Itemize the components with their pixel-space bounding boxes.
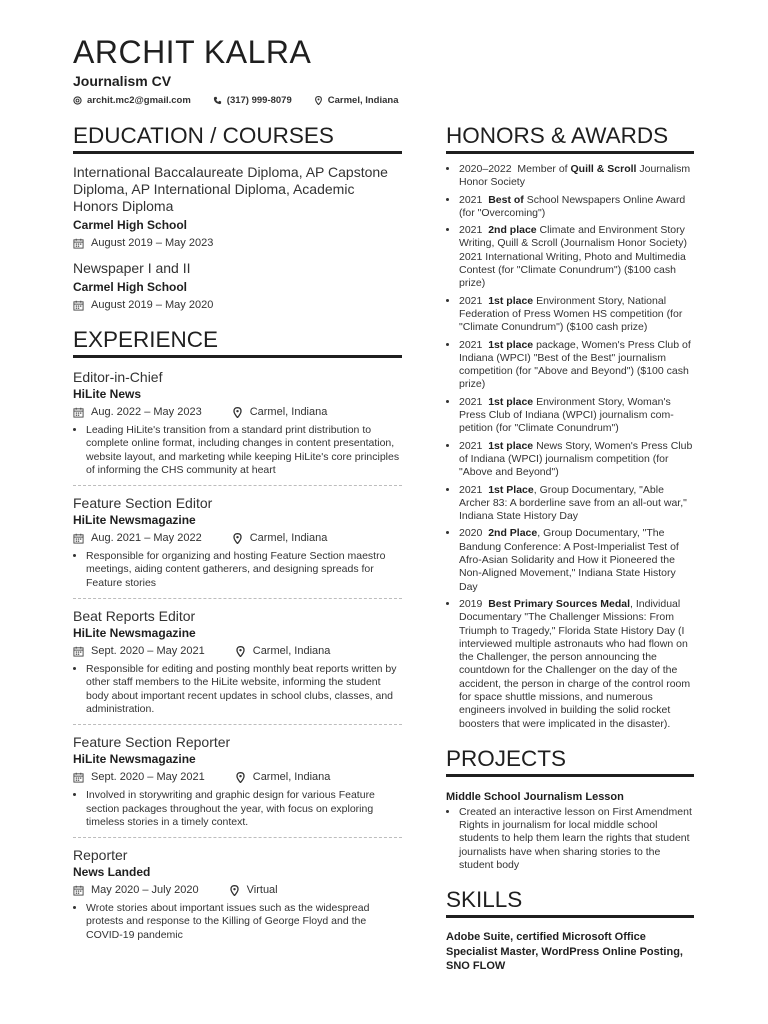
- experience-section: [73, 326, 402, 950]
- job-bullets: [73, 902, 402, 942]
- calendar-icon: [73, 533, 84, 544]
- job-title: Reporter: [73, 847, 128, 864]
- award-item: [459, 194, 694, 221]
- phone-text: (317) 999-8079: [226, 95, 292, 106]
- award-year: 2021: [459, 193, 483, 206]
- skills-section: [446, 886, 694, 974]
- award-text: Climate and Environment Story Writing, Quill & Scroll (Journalism Honor Society) 2021 International Writing, Photo and Multimedia Contest (for "Climate Conundrum") ($100 cash prize): [459, 224, 687, 290]
- award-text: School Newspapers Online Award (for "Overcoming"): [459, 193, 686, 219]
- award-item: [459, 527, 694, 593]
- map-pin-icon: [229, 885, 240, 896]
- award-text: Journalism Honor Society: [459, 163, 691, 189]
- map-pin-icon: [314, 96, 323, 105]
- award-year: 2021: [459, 395, 483, 408]
- contact-info: [73, 95, 399, 106]
- job-date: [73, 531, 202, 545]
- map-pin-icon: [235, 772, 246, 783]
- job-bullet: • Leading HiLite's transition from a standard print distribution to complete online format, including changes in content presentation, website layout, and marketing while keeping HiLite's core principles of informing the CHS community at heart: [86, 424, 402, 477]
- date-text: Sept. 2020 – May 2021: [91, 771, 205, 784]
- award-item: [459, 339, 694, 392]
- job-bullet: • Involved in storywriting and graphic design for various Feature section packages throughout the year, with focus on exploring timeless stories in a timely context.: [86, 789, 402, 829]
- date-text: August 2019 – May 2020: [91, 299, 214, 311]
- job-location: [232, 405, 328, 419]
- contact-phone[interactable]: [213, 95, 292, 106]
- award-year: 2021: [459, 224, 483, 237]
- project-bullet: • Created an interactive lesson on First Amendment Rights in journalism for local middle school students to help them learn the rights that student journalists have when sharing stories to the student body: [459, 806, 694, 872]
- job-meta: [73, 883, 402, 897]
- location-text: Carmel, Indiana: [252, 771, 331, 784]
- project-bullets: [446, 806, 694, 872]
- section-title-education: EDUCATION / COURSES: [73, 122, 402, 154]
- education-item: [73, 260, 402, 312]
- calendar-icon: [73, 407, 84, 418]
- job-bullets: [73, 663, 402, 716]
- section-title-projects: PROJECTS: [446, 745, 694, 777]
- candidate-name: ARCHIT KALRA: [73, 34, 312, 70]
- location-text: Carmel, Indiana: [249, 406, 328, 418]
- section-title-experience: EXPERIENCE: [73, 326, 402, 358]
- education-school: Carmel High School: [73, 218, 188, 232]
- email-text: archit.mc2@gmail.com: [87, 95, 191, 106]
- award-text: , Group Documentary, "The Bandung Conference: A Post-Imperialist Test of Afro-Asian Solidarity and How it Pioneered the Non-Aligned Movement," Indiana State History Day: [459, 527, 679, 593]
- education-school: Carmel High School: [73, 280, 188, 294]
- award-item: [459, 163, 694, 190]
- experience-item: [73, 846, 402, 950]
- award-text: Environment Story, Woman's Press Club of Indiana (WPCI) journalism competition (for "Climate Conundrum"): [459, 395, 674, 435]
- award-highlight: Quill & Scroll: [570, 163, 637, 175]
- award-year: 2021: [459, 483, 483, 496]
- job-org: HiLite News: [73, 387, 142, 401]
- map-pin-icon: [235, 646, 246, 657]
- job-title: Feature Section Reporter: [73, 734, 231, 751]
- awards-list: [446, 163, 694, 731]
- job-bullets: [73, 789, 402, 829]
- award-text: News Story, Women's Press Club of Indiana (WPCI) journalism competition (for "Above and Beyond"): [459, 439, 693, 479]
- experience-item: [73, 733, 402, 838]
- education-date: [73, 298, 213, 312]
- cv-subtitle: Journalism CV: [73, 73, 172, 89]
- award-year: 2019: [459, 597, 483, 610]
- education-title: Newspaper I and II: [73, 260, 191, 276]
- date-text: Aug. 2021 – May 2022: [91, 532, 202, 545]
- award-text: , Individual Documentary "The Challenger Missions: From Triumph to Tragedy," Florida State History Day (I interviewed multiple astronauts who had flown on the Challenger, the person announcing the countdown for the Challenger on the day of the accident, the person in charge of the control room for space shuttle missions, and numerous engineers involved in building the solid rocket boosters that were implicated in the disaster).: [459, 597, 691, 730]
- job-location: [235, 770, 331, 784]
- skills-text: Adobe Suite, certified Microsoft Office Specialist Master, WordPress Online Posting, SNO FLOW: [446, 931, 683, 973]
- job-meta: [73, 405, 402, 419]
- education-title: International Baccalaureate Diploma, AP Capstone Diploma, AP International Diploma, Academic Honors Diploma: [73, 164, 388, 214]
- award-highlight: 1st place: [488, 338, 534, 351]
- date-text: August 2019 – May 2023: [91, 237, 214, 249]
- left-column: [73, 122, 402, 958]
- calendar-icon: [73, 885, 84, 896]
- award-year: 2020–2022: [459, 163, 512, 175]
- job-bullet: • Wrote stories about important issues such as the widespread protests and response to the Killing of George Floyd and the COVID-19 pandemic: [86, 902, 402, 942]
- date-text: Aug. 2022 – May 2023: [91, 406, 202, 418]
- job-org: HiLite Newsmagazine: [73, 513, 196, 528]
- award-text: Environment Story, National Federation of Press Women HS competition (for "Climate Conundrum") ($100 cash prize): [459, 294, 683, 334]
- job-org: HiLite Newsmagazine: [73, 626, 196, 641]
- job-date: [73, 770, 205, 784]
- job-bullet: • Responsible for editing and posting monthly beat reports written by other staff members to the HiLite website, informing the student body about important recent updates in school clubs, classes, and administration.: [86, 663, 402, 716]
- map-pin-icon: [232, 533, 243, 544]
- calendar-icon: [73, 772, 84, 783]
- award-year: 2021: [459, 294, 483, 307]
- project-title: Middle School Journalism Lesson: [446, 790, 624, 803]
- job-title: Editor-in-Chief: [73, 369, 163, 385]
- award-text: package, Women's Press Club of Indiana (WPCI) "Best of the Best" journalism competition (for "Above and Beyond") ($100 cash prize): [459, 338, 691, 391]
- job-date: [73, 883, 199, 897]
- award-text: , Group Documentary, "Able Archer 83: A borderline save from an all-out war," Indiana State History Day: [459, 483, 687, 523]
- job-bullets: [73, 424, 402, 477]
- award-year: 2021: [459, 439, 483, 452]
- award-year: 2021: [459, 338, 483, 351]
- award-highlight: 1st place: [488, 395, 534, 408]
- award-highlight: 1st place: [488, 439, 534, 452]
- job-location: [232, 531, 328, 545]
- calendar-icon: [73, 646, 84, 657]
- projects-section: [446, 745, 694, 872]
- map-pin-icon: [232, 407, 243, 418]
- at-icon: [73, 96, 82, 105]
- experience-item: [73, 368, 402, 486]
- job-org: HiLite Newsmagazine: [73, 752, 196, 767]
- section-title-skills: SKILLS: [446, 886, 694, 918]
- contact-location: [314, 95, 399, 106]
- award-highlight: 1st Place: [488, 483, 534, 496]
- location-text: Virtual: [246, 884, 278, 897]
- award-item: [459, 440, 694, 480]
- award-item: [459, 295, 694, 335]
- education-section: [73, 122, 402, 312]
- experience-item: [73, 607, 402, 725]
- award-highlight: Best of: [488, 193, 524, 206]
- award-highlight: 2nd place: [488, 224, 537, 237]
- award-item: [459, 484, 694, 524]
- section-title-honors: HONORS & AWARDS: [446, 122, 694, 154]
- date-text: Sept. 2020 – May 2021: [91, 645, 205, 658]
- location-text: Carmel, Indiana: [249, 532, 328, 545]
- location-text: Carmel, Indiana: [252, 645, 331, 658]
- job-date: [73, 405, 202, 419]
- job-bullet: • Responsible for organizing and hosting Feature Section maestro meetings, aiding content gatherers, and designing spreads for Feature stories: [86, 550, 402, 590]
- job-meta: [73, 531, 402, 545]
- award-highlight: Best Primary Sources Medal: [488, 597, 631, 610]
- job-title: Beat Reports Editor: [73, 608, 196, 625]
- award-item: [459, 598, 694, 731]
- education-meta: [73, 236, 402, 250]
- job-date: [73, 644, 205, 658]
- calendar-icon: [73, 300, 84, 311]
- award-highlight: 1st place: [488, 294, 534, 307]
- job-location: [235, 644, 331, 658]
- honors-section: [446, 122, 694, 731]
- location-text: Carmel, Indiana: [327, 95, 399, 106]
- date-text: May 2020 – July 2020: [91, 884, 199, 897]
- job-org: News Landed: [73, 865, 151, 880]
- award-year: 2020: [459, 527, 483, 540]
- award-highlight: 2nd Place: [488, 527, 538, 540]
- calendar-icon: [73, 238, 84, 249]
- education-item: [73, 164, 402, 250]
- award-item: [459, 396, 694, 436]
- job-meta: [73, 770, 402, 784]
- job-location: [229, 883, 278, 897]
- job-meta: [73, 644, 402, 658]
- contact-email[interactable]: [73, 95, 191, 106]
- education-meta: [73, 298, 402, 312]
- job-bullets: [73, 550, 402, 590]
- experience-item: [73, 494, 402, 599]
- education-date: [73, 236, 213, 250]
- award-prefix: Member of: [517, 163, 571, 175]
- right-column: [446, 122, 694, 980]
- phone-icon: [213, 96, 222, 105]
- job-title: Feature Section Editor: [73, 495, 213, 512]
- award-item: [459, 224, 694, 290]
